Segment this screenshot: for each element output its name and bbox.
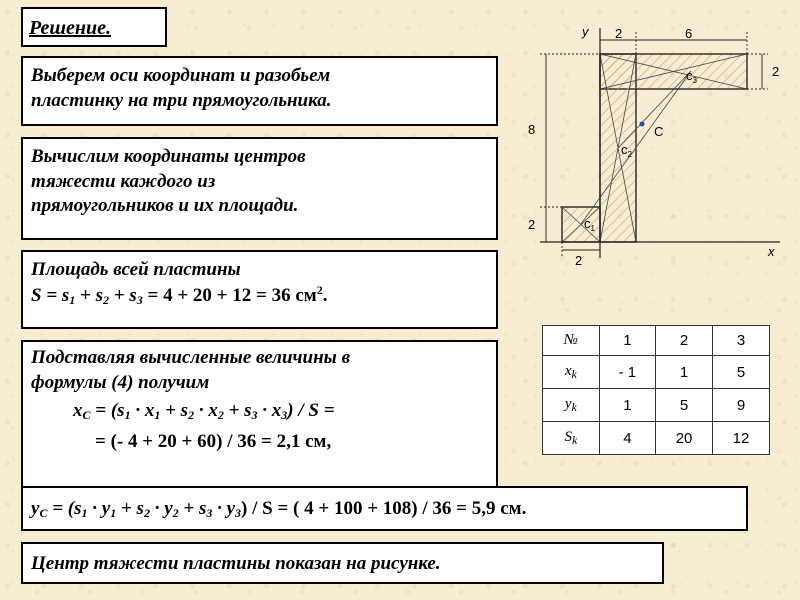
- xc-result: = (- 4 + 20 + 60) / 36 = 2,1 см,: [95, 431, 332, 453]
- step1-line2: пластинку на три прямоугольника.: [31, 89, 332, 111]
- step2-line3: прямоугольников и их площади.: [31, 195, 299, 217]
- step-yc-box: [21, 486, 748, 531]
- step-xc-box: [21, 340, 498, 494]
- table-row: [543, 356, 770, 389]
- dim-bottom: 2: [575, 253, 583, 268]
- axis-y-label: y: [582, 24, 589, 39]
- dim-top-left: 2: [615, 26, 623, 41]
- c3-label: $c_3$: [686, 68, 697, 85]
- table-cell: 12: [713, 422, 770, 455]
- table-cell: 2: [656, 326, 713, 356]
- table-cell: 5: [713, 356, 770, 389]
- table-row: [543, 422, 770, 455]
- center-point: [640, 122, 645, 127]
- xc-intro-line1: Подставляя вычисленные величины в: [31, 347, 351, 368]
- dim-left-small: 2: [528, 217, 536, 232]
- table-cell: 1: [599, 389, 655, 422]
- table-row: [543, 389, 770, 422]
- table-header-cell: $S_k$: [543, 422, 600, 455]
- step1-line1: Выберем оси координат и разобьем: [31, 65, 331, 86]
- center-label: C: [654, 124, 664, 139]
- table-header-cell: $x_k$: [543, 356, 600, 389]
- step-area-box: [21, 250, 498, 329]
- table-header-cell: №: [543, 326, 600, 356]
- step-axes-box: [21, 56, 498, 126]
- table-cell: 1: [599, 326, 655, 356]
- dim-right: 2: [772, 64, 780, 79]
- c1-label: $c_1$: [584, 216, 595, 233]
- table-cell: 9: [713, 389, 770, 422]
- plate-figure: [520, 18, 790, 270]
- table-row: [543, 326, 770, 356]
- table-cell: 5: [656, 389, 713, 422]
- conclusion-box: Центр тяжести пластины показан на рисунке.: [21, 542, 664, 584]
- c2-label: $c_2$: [621, 142, 632, 159]
- table-cell: 4: [599, 422, 655, 455]
- table-cell: 3: [713, 326, 770, 356]
- area-heading: Площадь всей пластины: [31, 259, 241, 280]
- xc-intro-line2: формулы (4) получим: [31, 371, 210, 393]
- solution-title: Решение.: [21, 7, 167, 47]
- dim-top-right: 6: [685, 26, 693, 41]
- table-header-cell: $y_k$: [543, 389, 600, 422]
- table-cell: 20: [656, 422, 713, 455]
- table-cell: 1: [656, 356, 713, 389]
- xc-formula: $x_C = (s_1 \cdot x_1 + s_2 \cdot x_2 + s_3 \cdot x_3) / S$ =: [73, 400, 335, 423]
- step2-line2: тяжести каждого из: [31, 170, 216, 192]
- centroid-table: [542, 325, 770, 455]
- dim-left-height: 8: [528, 122, 536, 137]
- yc-formula: $y_C = (s_1 \cdot y_1 + s_2 \cdot y_2 + s_3 \cdot y_3) / S$ = ( 4 + 100 + 108) / 36 = 5,9 см.: [31, 498, 527, 520]
- axis-x-label: x: [768, 244, 775, 259]
- step-centers-box: [21, 137, 498, 240]
- area-formula: $S = s_1 + s_2 + s_3 = 4 + 20 + 12 = 36$ $см^2$.: [31, 282, 328, 307]
- step2-line1: Вычислим координаты центров: [31, 146, 306, 167]
- table-cell: - 1: [599, 356, 655, 389]
